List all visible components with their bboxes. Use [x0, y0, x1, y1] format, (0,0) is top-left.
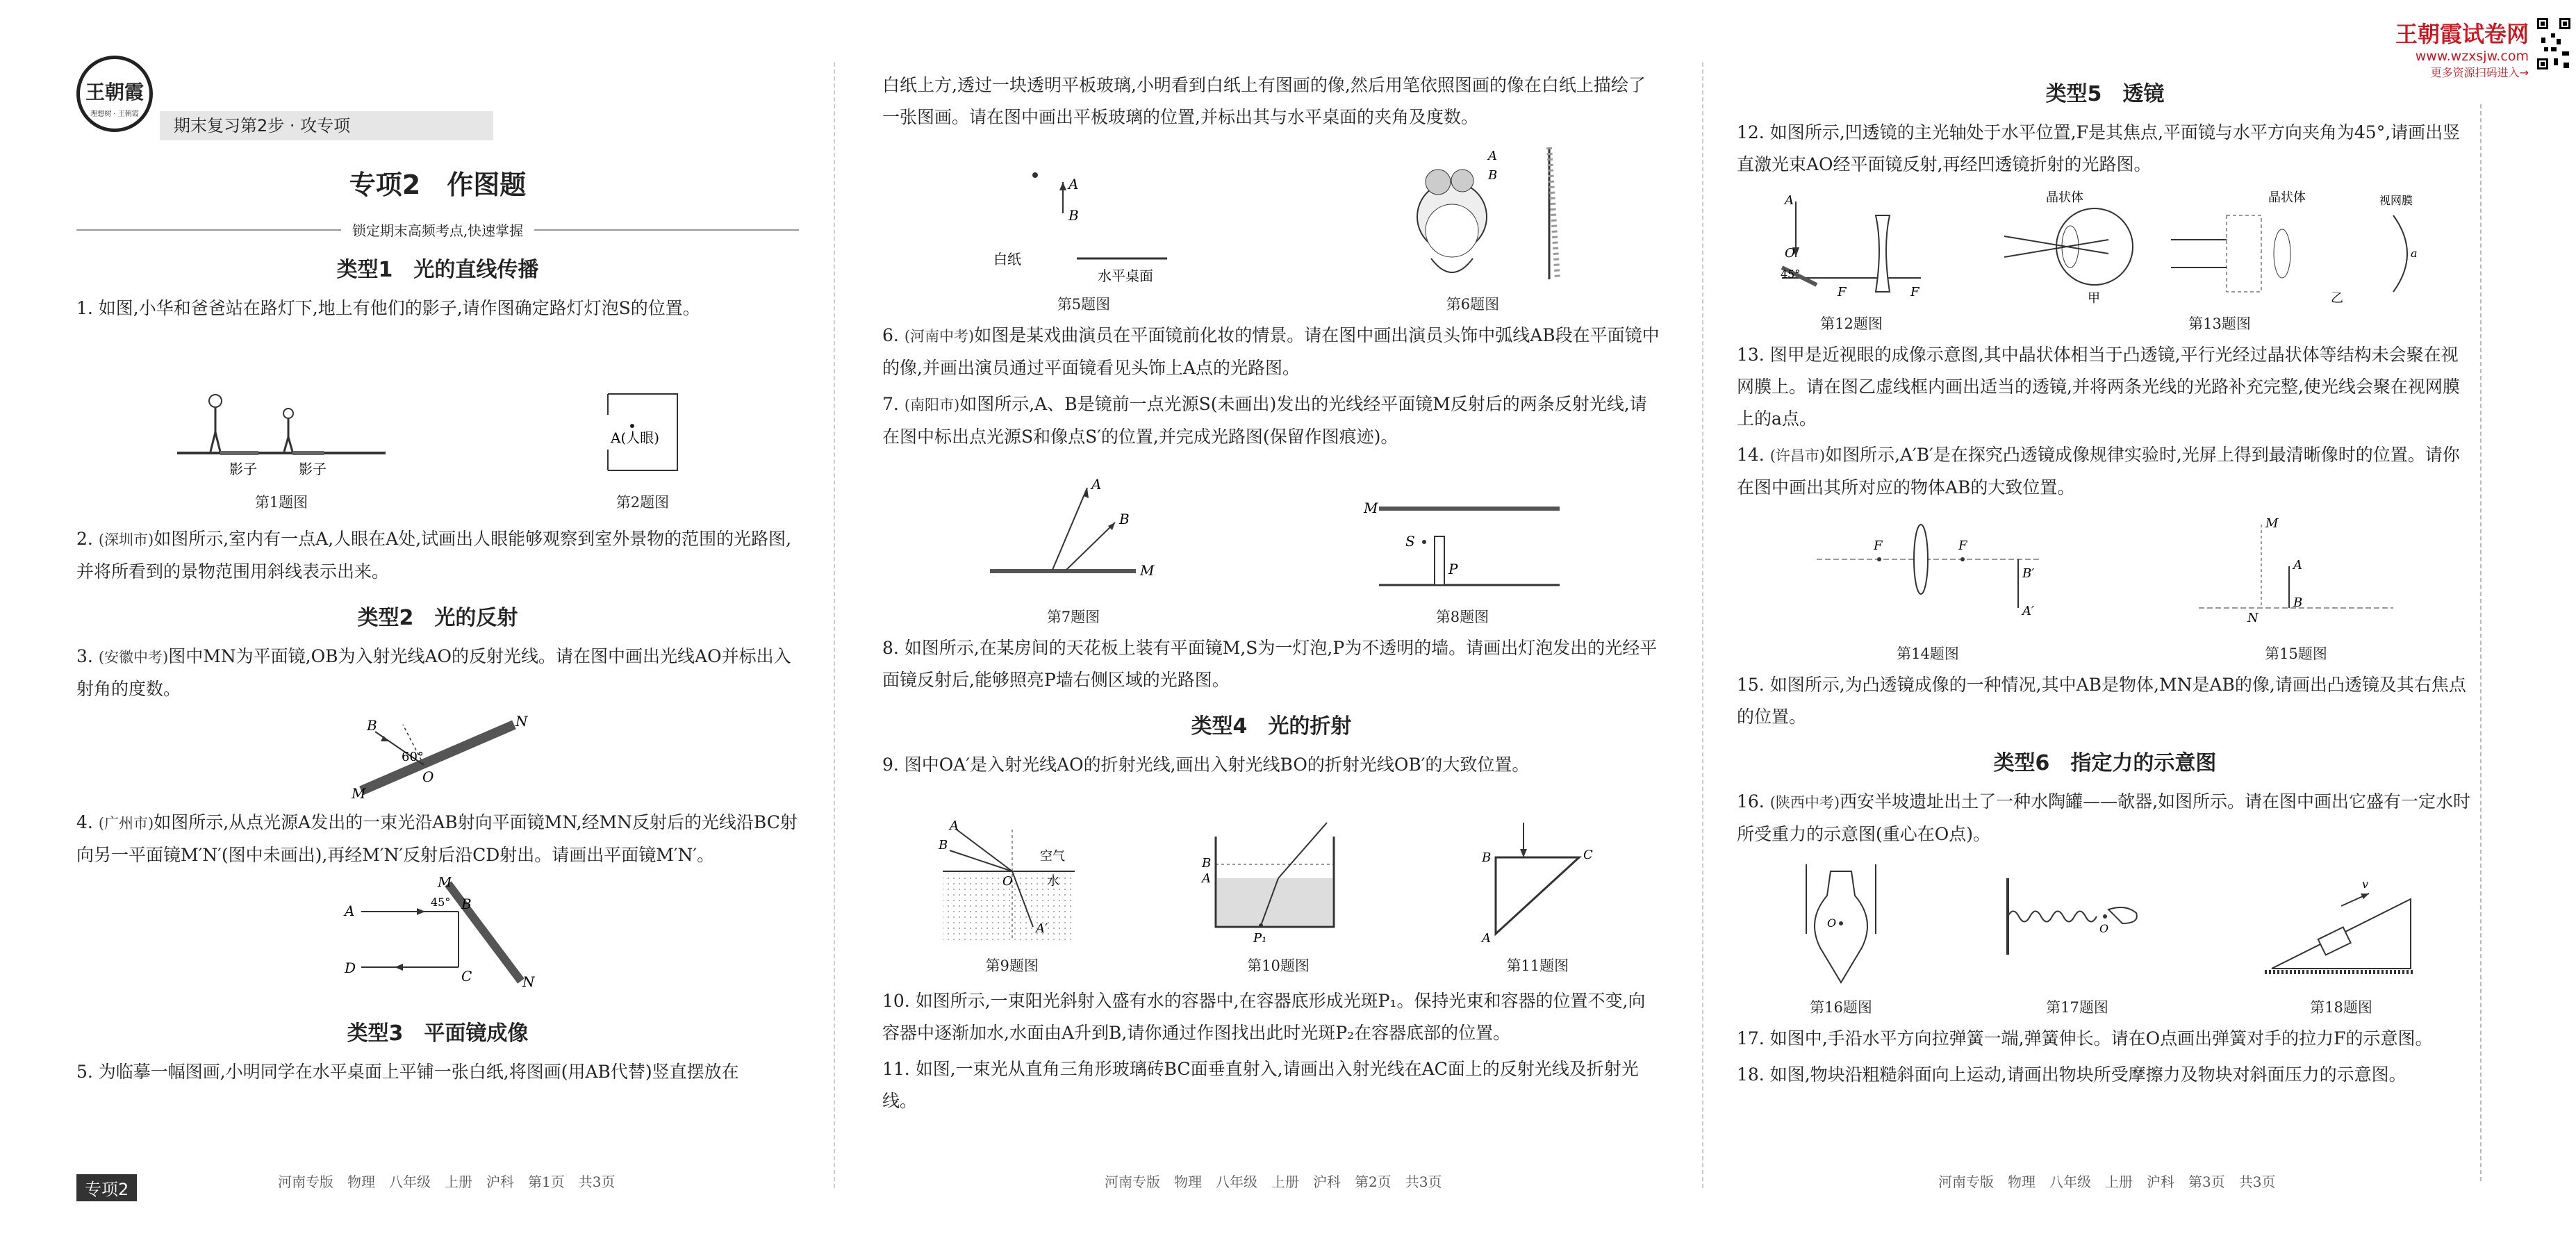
figure-11-caption: 第11题图: [1506, 957, 1569, 974]
q16-tag: (陕西中考): [1769, 794, 1840, 811]
q3-tag: (安徽中考): [98, 649, 169, 666]
question-7: 7. (南阳市)如图所示,A、B是镜前一点光源S(未画出)发出的光线经平面镜M反射后的两条反射光线,请在图中标出点光源S和像点S′的位置,并完成光路图(保留作图痕迹)。: [882, 394, 1647, 447]
q7-text: 如图所示,A、B是镜前一点光源S(未画出)发出的光线经平面镜M反射后的两条反射光线,请在图中标出点光源S和像点S′的位置,并完成光路图(保留作图痕迹)。: [882, 394, 1647, 447]
svg-text:A: A: [345, 903, 355, 919]
figure-2: [587, 380, 698, 512]
svg-text:O: O: [1002, 874, 1013, 889]
figure-7: [976, 460, 1171, 627]
svg-text:A: A: [2293, 558, 2302, 573]
figure-6: [1382, 140, 1563, 314]
figure-5-caption: 第5题图: [1057, 296, 1111, 313]
q6-tag: (河南中考): [904, 328, 975, 345]
figure-10: [1195, 816, 1362, 976]
question-1: 1. 如图,小华和爸爸站在路灯下,地上有他们的影子,请作图确定路灯灯泡S的位置。: [76, 298, 700, 318]
svg-text:C: C: [1583, 848, 1594, 862]
figure-5: [980, 161, 1188, 314]
question-8: 8. 如图所示,在某房间的天花板上装有平面镜M,S为一灯泡,P为不透明的墙。请画出灯泡发出的光经平面镜反射后,能够照亮P墙右侧区域的光路图。: [882, 638, 1658, 690]
svg-text:P₁: P₁: [1253, 931, 1267, 946]
figure-9: [936, 816, 1089, 976]
figure-18: [2258, 857, 2425, 1017]
question-5-continued: 白纸上方,透过一块透明平板玻璃,小明看到白纸上有图画的像,然后用笔依照图画的像在白纸上描绘了一张图画。请在图中画出平板玻璃的位置,并标出其与水平桌面的夹角及度数。: [882, 75, 1646, 127]
q4-tag: (广州市): [98, 815, 154, 832]
svg-text:O: O: [1785, 246, 1795, 261]
svg-text:D: D: [345, 960, 356, 976]
question-9: 9. 图中OA′是入射光线AO的折射光线,画出入射光线BO的折射光线OB′的大致位置。: [882, 755, 1530, 775]
q3-text: 图中MN为平面镜,OB为入射光线AO的反射光线。请在图中画出光线AO并标出入射角的度数。: [76, 646, 791, 699]
figure-13: [2004, 188, 2435, 334]
svg-text:S: S: [1405, 533, 1415, 550]
svg-text:A′: A′: [2022, 604, 2035, 618]
svg-text:F: F: [1838, 285, 1847, 299]
section-type3: 类型3 平面镜成像: [347, 1021, 529, 1046]
svg-text:M: M: [438, 877, 452, 890]
figure-8-caption: 第8题图: [1435, 609, 1489, 625]
question-10: 10. 如图所示,一束阳光斜射入盛有水的容器中,在容器底形成光斑P₁。保持光束和容器的位置不变,向容器中逐渐加水,水面由A升到B,请你通过作图找出此时光斑P₂在容器底部的位置。: [882, 991, 1646, 1043]
q2-tag: (深圳市): [98, 532, 154, 548]
figure-8: [1358, 488, 1567, 627]
figure-6-caption: 第6题图: [1446, 296, 1500, 313]
fig5-table-label: 水平桌面: [1098, 267, 1153, 284]
svg-text:C: C: [461, 968, 472, 985]
question-2: 2. (深圳市)如图所示,室内有一点A,人眼在A处,试画出人眼能够观察到室外景物的范围的光路图,并将所看到的景物范围用斜线表示出来。: [76, 529, 792, 582]
fig13-crystal-label-2: 晶状体: [2268, 190, 2306, 205]
figure-15: [2192, 511, 2400, 664]
svg-text:B: B: [1068, 207, 1079, 224]
svg-text:N: N: [515, 713, 528, 730]
svg-text:O: O: [2099, 922, 2109, 935]
question-14: 14. (许昌市)如图所示,A′B′是在探究凸透镜成像规律实验时,光屏上得到最清晰像时的位置。请你在图中画出其所对应的物体AB的大致位置。: [1737, 445, 2460, 497]
q6-text: 如图是某戏曲演员在平面镜前化妆的情景。请在图中画出演员头饰中弧线AB段在平面镜中的像,并画出演员通过平面镜看见头饰上A点的光路图。: [882, 325, 1660, 378]
question-13: 13. 图甲是近视眼的成像示意图,其中晶状体相当于凸透镜,平行光经过晶状体等结构未会聚在视网膜上。请在图乙虚线框内画出适当的透镜,并将两条光线的光路补充完整,使光线会聚在视网膜上的a点。: [1737, 345, 2460, 429]
svg-text:B: B: [2293, 595, 2303, 610]
svg-text:M: M: [352, 785, 366, 801]
qr-code-icon[interactable]: [2536, 17, 2572, 72]
q2-text: 如图所示,室内有一点A,人眼在A处,试画出人眼能够观察到室外景物的范围的光路图,并将所看到的景物范围用斜线表示出来。: [76, 529, 792, 582]
fig13-crystal-label-1: 晶状体: [2046, 190, 2083, 205]
question-12: 12. 如图所示,凹透镜的主光轴处于水平位置,F是其焦点,平面镜与水平方向夹角为45°,请画出竖直激光束AO经平面镜反射,再经凹透镜折射的光路图。: [1737, 122, 2461, 174]
footer-page-2: 河南专版 物理 八年级 上册 沪科 第2页 共3页: [1105, 1174, 1442, 1190]
question-6: 6. (河南中考)如图是某戏曲演员在平面镜前化妆的情景。请在图中画出演员头饰中弧线AB段在平面镜中的像,并画出演员通过平面镜看见头饰上A点的光路图。: [882, 325, 1660, 378]
svg-text:60°: 60°: [402, 750, 424, 764]
svg-text:a: a: [2411, 247, 2418, 260]
question-4: 4. (广州市)如图所示,从点光源A发出的一束光沿AB射向平面镜MN,经MN反射后的光线沿BC射向另一平面镜M′N′(图中未画出),再经M′N′反射后沿CD射出。请画出平面镜M′N′。: [76, 812, 798, 865]
svg-text:v: v: [2362, 878, 2369, 891]
figure-3: [347, 711, 528, 801]
figure-14: [1810, 511, 2046, 664]
figure-15-caption: 第15题图: [2265, 645, 2327, 662]
figure-9-caption: 第9题图: [985, 957, 1039, 974]
brand-name: 王朝霞试卷网: [2395, 21, 2529, 47]
svg-text:B: B: [1488, 168, 1498, 183]
figure-18-caption: 第18题图: [2310, 999, 2372, 1016]
fig9-air-label: 空气: [1039, 849, 1065, 864]
svg-text:M: M: [1140, 562, 1155, 579]
logo: [76, 56, 153, 132]
logo-text: 王朝霞: [85, 81, 144, 104]
svg-text:A: A: [1201, 871, 1211, 886]
question-15: 15. 如图所示,为凸透镜成像的一种情况,其中AB是物体,MN是AB的像,请画出凸透镜及其右焦点的位置。: [1737, 675, 2466, 727]
brand-slogan: 更多资源扫码进入→: [2430, 66, 2529, 79]
fig5-paper-label: 白纸: [993, 251, 1021, 267]
figure-7-caption: 第7题图: [1046, 609, 1100, 625]
question-3: 3. (安徽中考)图中MN为平面镜,OB为入射光线AO的反射光线。请在图中画出光线AO并标出入射角的度数。: [76, 646, 791, 699]
figure-4: [333, 877, 542, 988]
logo-sub: 理想树 · 王朝霞: [90, 110, 139, 118]
q14-text: 如图所示,A′B′是在探究凸透镜成像规律实验时,光屏上得到最清晰像时的位置。请你在图中画出其所对应的物体AB的大致位置。: [1737, 445, 2460, 497]
footer-tab-label: 专项2: [85, 1180, 129, 1199]
page-column-1: [76, 0, 799, 1243]
svg-text:A: A: [1091, 476, 1102, 493]
svg-text:M: M: [2265, 516, 2279, 531]
question-18: 18. 如图,物块沿粗糙斜面向上运动,请画出物块所受摩擦力及物块对斜面压力的示意图。: [1737, 1064, 2406, 1085]
figure-12: [1775, 188, 1928, 334]
q14-tag: (许昌市): [1769, 447, 1826, 464]
footer-page-3: 河南专版 物理 八年级 上册 沪科 第3页 共3页: [1938, 1174, 2276, 1190]
svg-text:A: A: [1488, 149, 1497, 163]
svg-text:B′: B′: [2022, 566, 2035, 581]
section-type4: 类型4 光的折射: [1191, 714, 1352, 739]
figure-13-caption: 第13题图: [2188, 315, 2251, 332]
figure-1-caption: 第1题图: [254, 494, 308, 511]
svg-text:F: F: [1874, 538, 1883, 553]
svg-text:A′: A′: [1035, 921, 1048, 936]
section-type1: 类型1 光的直线传播: [336, 258, 539, 282]
footer-page-1: 河南专版 物理 八年级 上册 沪科 第1页 共3页: [278, 1174, 616, 1190]
fig13-retina: 视网膜: [2379, 194, 2413, 207]
motto-row: [76, 220, 799, 240]
question-5: 5. 为临摹一幅图画,小明同学在水平桌面上平铺一张白纸,将图画(用AB代替)竖直摆放在: [76, 1062, 739, 1082]
question-17: 17. 如图中,手沿水平方向拉弹簧一端,弹簧伸长。请在O点画出弹簧对手的拉力F的示意图。: [1737, 1028, 2433, 1048]
svg-text:45°: 45°: [431, 896, 451, 909]
page-title: 专项2 作图题: [349, 170, 527, 200]
svg-text:B: B: [1201, 856, 1212, 871]
fig2-eye-label: A(人眼): [611, 429, 660, 446]
figure-16-caption: 第16题图: [1810, 999, 1872, 1016]
figure-14-caption: 第14题图: [1897, 645, 1959, 662]
figure-17: [1994, 857, 2161, 1017]
svg-text:B: B: [938, 838, 948, 853]
figure-12-caption: 第12题图: [1820, 315, 1883, 332]
figure-2-caption: 第2题图: [616, 494, 670, 511]
page-column-3: [1737, 0, 2473, 1243]
svg-text:F: F: [1910, 285, 1919, 299]
fig13-yi: 乙: [2331, 291, 2343, 306]
fig9-water-label: 水: [1046, 874, 1059, 889]
section-type5: 类型5 透镜: [2045, 82, 2165, 106]
svg-text:O: O: [1827, 916, 1837, 930]
svg-text:O: O: [422, 768, 434, 785]
q7-tag: (南阳市): [904, 397, 960, 413]
fig1-shadow-a: 影子: [229, 461, 257, 477]
q16-text: 西安半坡遗址出土了一种水陶罐——欹器,如图所示。请在图中画出它盛有一定水时所受重力的示意图(重心在O点)。: [1737, 791, 2471, 844]
svg-text:F: F: [1958, 538, 1967, 553]
svg-text:P: P: [1448, 561, 1458, 577]
footer-tab: [76, 1174, 137, 1201]
question-16: 16. (陕西中考)西安半坡遗址出土了一种水陶罐——欹器,如图所示。请在图中画出它盛有一定水时所受重力的示意图(重心在O点)。: [1737, 791, 2471, 844]
q4-text: 如图所示,从点光源A发出的一束光沿AB射向平面镜MN,经MN反射后的光线沿BC射向另一平面镜M′N′(图中未画出),再经M′N′反射后沿CD射出。请画出平面镜M′N′。: [76, 812, 798, 865]
svg-text:B: B: [1482, 850, 1492, 865]
svg-text:B: B: [461, 896, 472, 912]
fig1-shadow-b: 影子: [299, 461, 327, 477]
motto: 锁定期末高频考点,快速掌握: [352, 222, 524, 239]
section-type6: 类型6 指定力的示意图: [1993, 751, 2217, 775]
figure-16: [1785, 857, 1897, 1017]
figure-17-caption: 第17题图: [2046, 999, 2108, 1016]
brand-url: www.wzxsjw.com: [2415, 49, 2529, 64]
svg-text:B: B: [1119, 511, 1130, 527]
svg-text:N: N: [2247, 611, 2259, 625]
svg-text:A: A: [1068, 176, 1079, 192]
banner-text: 期末复习第2步 · 攻专项: [174, 116, 351, 135]
svg-text:A: A: [1482, 931, 1492, 946]
svg-text:45°: 45°: [1781, 267, 1801, 281]
banner: [160, 111, 493, 140]
svg-text:A: A: [949, 818, 959, 833]
figure-11: [1468, 816, 1607, 976]
binding-margin: [2480, 104, 2482, 1181]
page-column-2: [882, 0, 1660, 1243]
svg-text:B: B: [367, 717, 377, 734]
svg-text:N: N: [522, 973, 535, 988]
fig13-jia: 甲: [2088, 291, 2100, 306]
page-header: [76, 63, 799, 167]
section-type2: 类型2 光的反射: [357, 606, 518, 630]
question-11: 11. 如图,一束光从直角三角形玻璃砖BC面垂直射入,请画出入射光线在AC面上的反射光线及折射光线。: [882, 1059, 1639, 1111]
figure-10-caption: 第10题图: [1247, 957, 1310, 974]
svg-text:A: A: [1785, 193, 1794, 208]
svg-text:M: M: [1364, 500, 1378, 516]
figure-1: [177, 380, 386, 512]
